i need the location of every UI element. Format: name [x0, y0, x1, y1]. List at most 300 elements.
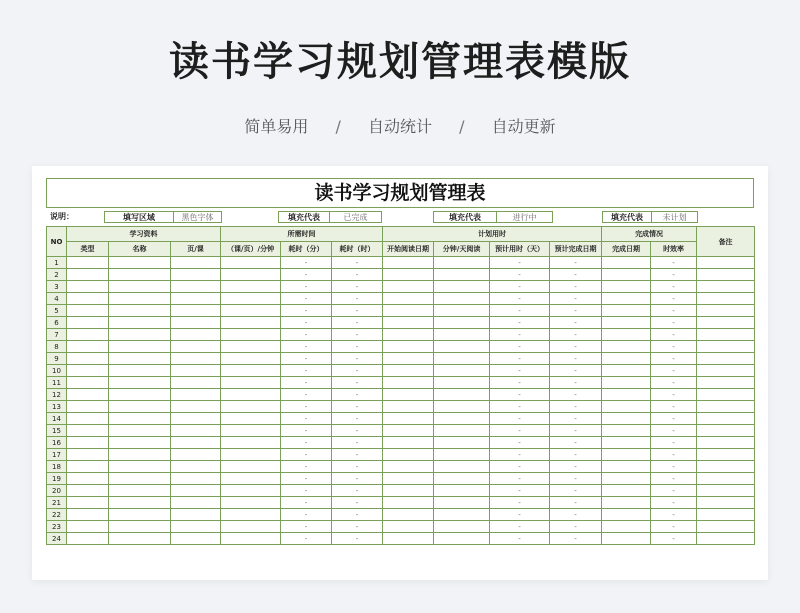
input-cell[interactable] [67, 257, 109, 269]
input-cell[interactable] [221, 533, 281, 545]
formula-cell[interactable]: - [332, 341, 383, 353]
formula-cell[interactable]: - [651, 365, 697, 377]
input-cell[interactable] [697, 521, 755, 533]
formula-cell[interactable]: - [651, 389, 697, 401]
input-cell[interactable] [602, 401, 651, 413]
formula-cell[interactable]: - [651, 413, 697, 425]
input-cell[interactable] [602, 437, 651, 449]
formula-cell[interactable]: - [550, 293, 602, 305]
input-cell[interactable] [602, 293, 651, 305]
formula-cell[interactable]: - [550, 425, 602, 437]
formula-cell[interactable]: - [490, 341, 550, 353]
formula-cell[interactable]: - [651, 281, 697, 293]
input-cell[interactable] [171, 281, 221, 293]
input-cell[interactable] [109, 401, 171, 413]
input-cell[interactable] [383, 485, 434, 497]
formula-cell[interactable]: - [332, 281, 383, 293]
input-cell[interactable] [221, 425, 281, 437]
input-cell[interactable] [602, 341, 651, 353]
input-cell[interactable] [109, 437, 171, 449]
formula-cell[interactable]: - [550, 377, 602, 389]
input-cell[interactable] [383, 389, 434, 401]
input-cell[interactable] [697, 257, 755, 269]
input-cell[interactable] [434, 473, 490, 485]
input-cell[interactable] [602, 533, 651, 545]
input-cell[interactable] [221, 353, 281, 365]
formula-cell[interactable]: - [490, 281, 550, 293]
formula-cell[interactable]: - [281, 413, 332, 425]
input-cell[interactable] [221, 509, 281, 521]
formula-cell[interactable]: - [651, 341, 697, 353]
input-cell[interactable] [383, 365, 434, 377]
formula-cell[interactable]: - [281, 485, 332, 497]
input-cell[interactable] [221, 413, 281, 425]
input-cell[interactable] [221, 293, 281, 305]
formula-cell[interactable]: - [332, 425, 383, 437]
input-cell[interactable] [109, 293, 171, 305]
formula-cell[interactable]: - [651, 533, 697, 545]
formula-cell[interactable]: - [550, 485, 602, 497]
input-cell[interactable] [383, 413, 434, 425]
input-cell[interactable] [383, 281, 434, 293]
input-cell[interactable] [697, 449, 755, 461]
formula-cell[interactable]: - [281, 293, 332, 305]
input-cell[interactable] [67, 461, 109, 473]
input-cell[interactable] [434, 389, 490, 401]
formula-cell[interactable]: - [550, 449, 602, 461]
input-cell[interactable] [383, 437, 434, 449]
input-cell[interactable] [383, 509, 434, 521]
input-cell[interactable] [171, 461, 221, 473]
input-cell[interactable] [67, 353, 109, 365]
formula-cell[interactable]: - [550, 389, 602, 401]
formula-cell[interactable]: - [651, 317, 697, 329]
input-cell[interactable] [697, 413, 755, 425]
input-cell[interactable] [171, 521, 221, 533]
input-cell[interactable] [109, 485, 171, 497]
formula-cell[interactable]: - [550, 509, 602, 521]
input-cell[interactable] [434, 401, 490, 413]
formula-cell[interactable]: - [550, 437, 602, 449]
input-cell[interactable] [697, 401, 755, 413]
input-cell[interactable] [67, 377, 109, 389]
formula-cell[interactable]: - [550, 269, 602, 281]
formula-cell[interactable]: - [550, 533, 602, 545]
input-cell[interactable] [602, 257, 651, 269]
input-cell[interactable] [67, 329, 109, 341]
input-cell[interactable] [697, 341, 755, 353]
input-cell[interactable] [109, 497, 171, 509]
formula-cell[interactable]: - [332, 365, 383, 377]
formula-cell[interactable]: - [332, 461, 383, 473]
formula-cell[interactable]: - [332, 377, 383, 389]
input-cell[interactable] [697, 365, 755, 377]
input-cell[interactable] [383, 497, 434, 509]
input-cell[interactable] [697, 533, 755, 545]
input-cell[interactable] [109, 329, 171, 341]
formula-cell[interactable]: - [550, 341, 602, 353]
formula-cell[interactable]: - [281, 257, 332, 269]
input-cell[interactable] [697, 485, 755, 497]
input-cell[interactable] [602, 269, 651, 281]
input-cell[interactable] [109, 257, 171, 269]
input-cell[interactable] [434, 509, 490, 521]
input-cell[interactable] [602, 305, 651, 317]
formula-cell[interactable]: - [651, 485, 697, 497]
input-cell[interactable] [109, 365, 171, 377]
formula-cell[interactable]: - [550, 281, 602, 293]
input-cell[interactable] [602, 461, 651, 473]
input-cell[interactable] [221, 377, 281, 389]
input-cell[interactable] [221, 485, 281, 497]
formula-cell[interactable]: - [281, 281, 332, 293]
formula-cell[interactable]: - [550, 497, 602, 509]
input-cell[interactable] [383, 401, 434, 413]
input-cell[interactable] [109, 377, 171, 389]
formula-cell[interactable]: - [490, 305, 550, 317]
input-cell[interactable] [434, 533, 490, 545]
formula-cell[interactable]: - [332, 329, 383, 341]
input-cell[interactable] [434, 269, 490, 281]
input-cell[interactable] [383, 533, 434, 545]
input-cell[interactable] [171, 425, 221, 437]
formula-cell[interactable]: - [490, 485, 550, 497]
input-cell[interactable] [434, 293, 490, 305]
input-cell[interactable] [221, 389, 281, 401]
input-cell[interactable] [67, 485, 109, 497]
input-cell[interactable] [697, 377, 755, 389]
input-cell[interactable] [383, 317, 434, 329]
formula-cell[interactable]: - [332, 389, 383, 401]
formula-cell[interactable]: - [651, 473, 697, 485]
input-cell[interactable] [221, 317, 281, 329]
input-cell[interactable] [434, 377, 490, 389]
formula-cell[interactable]: - [332, 509, 383, 521]
input-cell[interactable] [109, 281, 171, 293]
input-cell[interactable] [697, 389, 755, 401]
formula-cell[interactable]: - [490, 269, 550, 281]
formula-cell[interactable]: - [651, 401, 697, 413]
formula-cell[interactable]: - [281, 365, 332, 377]
input-cell[interactable] [697, 269, 755, 281]
input-cell[interactable] [602, 389, 651, 401]
formula-cell[interactable]: - [490, 329, 550, 341]
input-cell[interactable] [383, 305, 434, 317]
input-cell[interactable] [383, 257, 434, 269]
formula-cell[interactable]: - [332, 401, 383, 413]
formula-cell[interactable]: - [490, 413, 550, 425]
formula-cell[interactable]: - [651, 461, 697, 473]
formula-cell[interactable]: - [490, 533, 550, 545]
formula-cell[interactable]: - [332, 497, 383, 509]
input-cell[interactable] [697, 425, 755, 437]
input-cell[interactable] [221, 257, 281, 269]
input-cell[interactable] [697, 473, 755, 485]
formula-cell[interactable]: - [281, 269, 332, 281]
input-cell[interactable] [383, 377, 434, 389]
formula-cell[interactable]: - [332, 413, 383, 425]
input-cell[interactable] [109, 389, 171, 401]
formula-cell[interactable]: - [490, 425, 550, 437]
input-cell[interactable] [171, 305, 221, 317]
input-cell[interactable] [697, 317, 755, 329]
input-cell[interactable] [67, 509, 109, 521]
input-cell[interactable] [109, 317, 171, 329]
input-cell[interactable] [383, 461, 434, 473]
formula-cell[interactable]: - [490, 377, 550, 389]
input-cell[interactable] [434, 365, 490, 377]
input-cell[interactable] [221, 341, 281, 353]
formula-cell[interactable]: - [651, 521, 697, 533]
input-cell[interactable] [602, 365, 651, 377]
input-cell[interactable] [697, 437, 755, 449]
input-cell[interactable] [109, 353, 171, 365]
input-cell[interactable] [171, 401, 221, 413]
input-cell[interactable] [109, 341, 171, 353]
input-cell[interactable] [171, 497, 221, 509]
input-cell[interactable] [171, 449, 221, 461]
input-cell[interactable] [602, 473, 651, 485]
input-cell[interactable] [697, 329, 755, 341]
formula-cell[interactable]: - [332, 257, 383, 269]
input-cell[interactable] [171, 317, 221, 329]
formula-cell[interactable]: - [490, 437, 550, 449]
input-cell[interactable] [171, 509, 221, 521]
formula-cell[interactable]: - [550, 305, 602, 317]
input-cell[interactable] [67, 317, 109, 329]
input-cell[interactable] [221, 521, 281, 533]
input-cell[interactable] [602, 329, 651, 341]
formula-cell[interactable]: - [490, 389, 550, 401]
input-cell[interactable] [171, 377, 221, 389]
formula-cell[interactable]: - [490, 257, 550, 269]
input-cell[interactable] [602, 377, 651, 389]
formula-cell[interactable]: - [490, 401, 550, 413]
formula-cell[interactable]: - [651, 497, 697, 509]
input-cell[interactable] [383, 473, 434, 485]
formula-cell[interactable]: - [281, 377, 332, 389]
input-cell[interactable] [221, 329, 281, 341]
formula-cell[interactable]: - [490, 317, 550, 329]
input-cell[interactable] [434, 341, 490, 353]
input-cell[interactable] [109, 425, 171, 437]
input-cell[interactable] [602, 521, 651, 533]
input-cell[interactable] [67, 269, 109, 281]
input-cell[interactable] [67, 437, 109, 449]
formula-cell[interactable]: - [550, 473, 602, 485]
input-cell[interactable] [434, 329, 490, 341]
formula-cell[interactable]: - [651, 437, 697, 449]
input-cell[interactable] [67, 425, 109, 437]
input-cell[interactable] [221, 305, 281, 317]
formula-cell[interactable]: - [281, 449, 332, 461]
input-cell[interactable] [602, 281, 651, 293]
input-cell[interactable] [434, 413, 490, 425]
input-cell[interactable] [602, 413, 651, 425]
input-cell[interactable] [67, 449, 109, 461]
input-cell[interactable] [67, 533, 109, 545]
input-cell[interactable] [383, 521, 434, 533]
formula-cell[interactable]: - [490, 449, 550, 461]
formula-cell[interactable]: - [281, 401, 332, 413]
input-cell[interactable] [171, 473, 221, 485]
input-cell[interactable] [221, 449, 281, 461]
formula-cell[interactable]: - [490, 353, 550, 365]
input-cell[interactable] [434, 437, 490, 449]
formula-cell[interactable]: - [332, 485, 383, 497]
input-cell[interactable] [171, 485, 221, 497]
input-cell[interactable] [171, 293, 221, 305]
input-cell[interactable] [221, 437, 281, 449]
input-cell[interactable] [171, 533, 221, 545]
input-cell[interactable] [434, 497, 490, 509]
input-cell[interactable] [67, 413, 109, 425]
input-cell[interactable] [434, 317, 490, 329]
formula-cell[interactable]: - [651, 293, 697, 305]
input-cell[interactable] [67, 497, 109, 509]
formula-cell[interactable]: - [281, 317, 332, 329]
input-cell[interactable] [221, 365, 281, 377]
input-cell[interactable] [109, 521, 171, 533]
input-cell[interactable] [697, 353, 755, 365]
input-cell[interactable] [602, 317, 651, 329]
input-cell[interactable] [67, 401, 109, 413]
input-cell[interactable] [67, 389, 109, 401]
input-cell[interactable] [697, 461, 755, 473]
formula-cell[interactable]: - [281, 533, 332, 545]
input-cell[interactable] [171, 269, 221, 281]
input-cell[interactable] [434, 305, 490, 317]
input-cell[interactable] [697, 509, 755, 521]
formula-cell[interactable]: - [651, 257, 697, 269]
input-cell[interactable] [697, 497, 755, 509]
formula-cell[interactable]: - [550, 461, 602, 473]
input-cell[interactable] [602, 353, 651, 365]
formula-cell[interactable]: - [281, 329, 332, 341]
formula-cell[interactable]: - [550, 257, 602, 269]
input-cell[interactable] [109, 461, 171, 473]
formula-cell[interactable]: - [332, 473, 383, 485]
input-cell[interactable] [221, 497, 281, 509]
input-cell[interactable] [383, 293, 434, 305]
formula-cell[interactable]: - [281, 473, 332, 485]
input-cell[interactable] [602, 497, 651, 509]
input-cell[interactable] [697, 281, 755, 293]
input-cell[interactable] [171, 329, 221, 341]
formula-cell[interactable]: - [332, 437, 383, 449]
formula-cell[interactable]: - [332, 305, 383, 317]
formula-cell[interactable]: - [550, 353, 602, 365]
input-cell[interactable] [602, 425, 651, 437]
formula-cell[interactable]: - [332, 521, 383, 533]
input-cell[interactable] [67, 293, 109, 305]
input-cell[interactable] [383, 269, 434, 281]
input-cell[interactable] [109, 413, 171, 425]
formula-cell[interactable]: - [332, 353, 383, 365]
input-cell[interactable] [109, 449, 171, 461]
input-cell[interactable] [434, 485, 490, 497]
formula-cell[interactable]: - [281, 341, 332, 353]
input-cell[interactable] [383, 341, 434, 353]
input-cell[interactable] [383, 353, 434, 365]
formula-cell[interactable]: - [332, 293, 383, 305]
formula-cell[interactable]: - [651, 425, 697, 437]
input-cell[interactable] [383, 329, 434, 341]
formula-cell[interactable]: - [332, 317, 383, 329]
formula-cell[interactable]: - [651, 377, 697, 389]
input-cell[interactable] [221, 281, 281, 293]
formula-cell[interactable]: - [550, 413, 602, 425]
input-cell[interactable] [221, 473, 281, 485]
input-cell[interactable] [67, 365, 109, 377]
formula-cell[interactable]: - [550, 521, 602, 533]
formula-cell[interactable]: - [651, 449, 697, 461]
formula-cell[interactable]: - [490, 509, 550, 521]
input-cell[interactable] [697, 305, 755, 317]
formula-cell[interactable]: - [332, 269, 383, 281]
input-cell[interactable] [67, 281, 109, 293]
formula-cell[interactable]: - [550, 401, 602, 413]
input-cell[interactable] [221, 461, 281, 473]
input-cell[interactable] [171, 413, 221, 425]
formula-cell[interactable]: - [550, 329, 602, 341]
input-cell[interactable] [434, 281, 490, 293]
formula-cell[interactable]: - [332, 449, 383, 461]
formula-cell[interactable]: - [281, 497, 332, 509]
input-cell[interactable] [383, 425, 434, 437]
input-cell[interactable] [383, 449, 434, 461]
input-cell[interactable] [109, 509, 171, 521]
formula-cell[interactable]: - [281, 461, 332, 473]
input-cell[interactable] [221, 269, 281, 281]
formula-cell[interactable]: - [281, 437, 332, 449]
formula-cell[interactable]: - [281, 353, 332, 365]
input-cell[interactable] [171, 365, 221, 377]
input-cell[interactable] [602, 449, 651, 461]
input-cell[interactable] [171, 437, 221, 449]
input-cell[interactable] [221, 401, 281, 413]
formula-cell[interactable]: - [490, 293, 550, 305]
input-cell[interactable] [67, 521, 109, 533]
input-cell[interactable] [602, 485, 651, 497]
formula-cell[interactable]: - [490, 365, 550, 377]
input-cell[interactable] [171, 389, 221, 401]
input-cell[interactable] [67, 305, 109, 317]
formula-cell[interactable]: - [490, 461, 550, 473]
formula-cell[interactable]: - [281, 305, 332, 317]
formula-cell[interactable]: - [651, 329, 697, 341]
formula-cell[interactable]: - [490, 497, 550, 509]
input-cell[interactable] [434, 521, 490, 533]
formula-cell[interactable]: - [332, 533, 383, 545]
input-cell[interactable] [602, 509, 651, 521]
formula-cell[interactable]: - [550, 365, 602, 377]
input-cell[interactable] [109, 473, 171, 485]
formula-cell[interactable]: - [550, 317, 602, 329]
input-cell[interactable] [697, 293, 755, 305]
formula-cell[interactable]: - [651, 353, 697, 365]
formula-cell[interactable]: - [490, 521, 550, 533]
input-cell[interactable] [67, 473, 109, 485]
input-cell[interactable] [434, 353, 490, 365]
input-cell[interactable] [434, 461, 490, 473]
input-cell[interactable] [434, 257, 490, 269]
formula-cell[interactable]: - [281, 425, 332, 437]
input-cell[interactable] [171, 353, 221, 365]
formula-cell[interactable]: - [651, 305, 697, 317]
formula-cell[interactable]: - [651, 509, 697, 521]
formula-cell[interactable]: - [490, 473, 550, 485]
